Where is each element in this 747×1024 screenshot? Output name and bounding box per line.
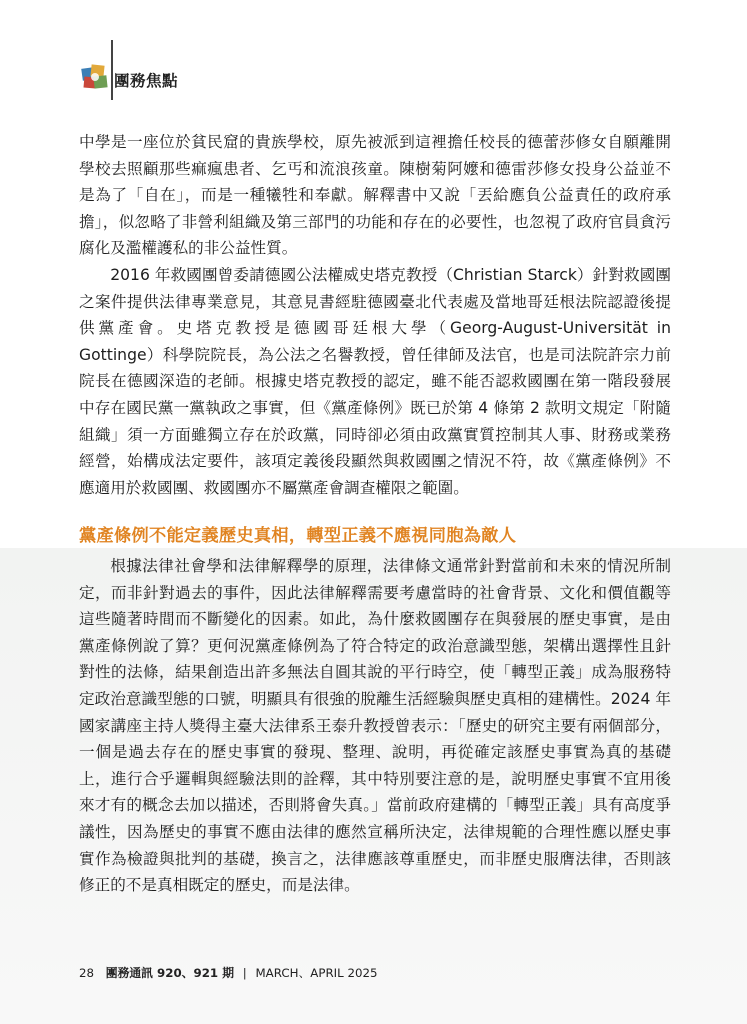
section-logo-icon (80, 62, 110, 92)
section-header (80, 40, 280, 100)
footer-separator: | (242, 966, 247, 980)
section-subheading: 黨產條例不能定義歷史真相，轉型正義不應視同胞為敵人 (79, 526, 517, 546)
page-footer (79, 964, 377, 981)
section-title: 團務焦點 (114, 72, 179, 90)
journal-name: 團務通訊 920、921 期 (105, 966, 235, 980)
page-number: 28 (79, 966, 95, 980)
paragraph-1: 中學是一座位於貧民窟的貴族學校，原先被派到這裡擔任校長的德蕾莎修女自願離開學校去照顧那些痲瘋患者、乞丐和流浪孩童。陳樹菊阿嬤和德雷莎修女投身公益並不是為了「自在」，而是一種犧牲和奉獻。解釋書中又說「丟給應負公益責任的政府承擔」，似忽略了非營利組織及第三部門的功能和存在的必要性，也忽視了政府官員貪污腐化及濫權護私的非公益性質。 (79, 133, 671, 258)
header-divider (111, 40, 113, 100)
paragraph-3: 根據法律社會學和法律解釋學的原理，法律條文通常針對當前和未來的情況所制定，而非針對過去的事件，因此法律解釋需要考慮當時的社會背景、文化和價值觀等這些隨著時間而不斷變化的因素。如此，為什麼救國團存在與發展的歷史事實，是由黨產條例說了算？更何況黨產條例為了符合特定的政治意識型態，架構出選擇性且針對性的法條，結果創造出許多無法自圓其說的平行時空，使「轉型正義」成為服務特定政治意識型態的口號，明顯具有很強的脫離生活經驗與歷史真相的建構性。2024 年國家講座主持人獎得主臺大法律系王泰升教授曾表示：「歷史的研究主要有兩個部分，一個是過去存在的歷史事實的發現、整理、說明，再從確定該歷史事實為真的基礎上，進行合乎邏輯與經驗法則的詮釋，其中特別要注意的是，說明歷史事實不宜用後來才有的概念去加以描述，否則將會失真。」當前政府建構的「轉型正義」具有高度爭議性，因為歷史的事實不應由法律的應然宣稱所決定，法律規範的合理性應以歷史事實作為檢證與批判的基礎，換言之，法律應該尊重歷史，而非歷史服膺法律，否則該修正的不是真相既定的歷史，而是法律。 (79, 557, 671, 895)
issue-date: MARCH、APRIL 2025 (255, 966, 378, 980)
paragraph-2: 2016 年救國團曾委請德國公法權威史塔克教授（Christian Starck）針對救國團之案件提供法律專業意見，其意見書經駐德國臺北代表處及當地哥廷根法院認證後提供黨產會。史塔克教授是德國哥廷根大學（Georg-August-Universität in Gottinge）科學院院長，為公法之名譽教授，曾任律師及法官，也是司法院許宗力前院長在德國深造的老師。根據史塔克教授的認定，雖不能否認救國團在第一階段發展中存在國民黨一黨執政之事實，但《黨產條例》既已於第 4 條第 2 款明文規定「附隨組織」須一方面雖獨立存在於政黨，同時卻必須由政黨實質控制其人事、財務或業務經營，始構成法定要件，該項定義後段顯然與救國團之情況不符，故《黨產條例》不應適用於救國團、救國團亦不屬黨產會調查權限之範圍。 (79, 266, 671, 497)
